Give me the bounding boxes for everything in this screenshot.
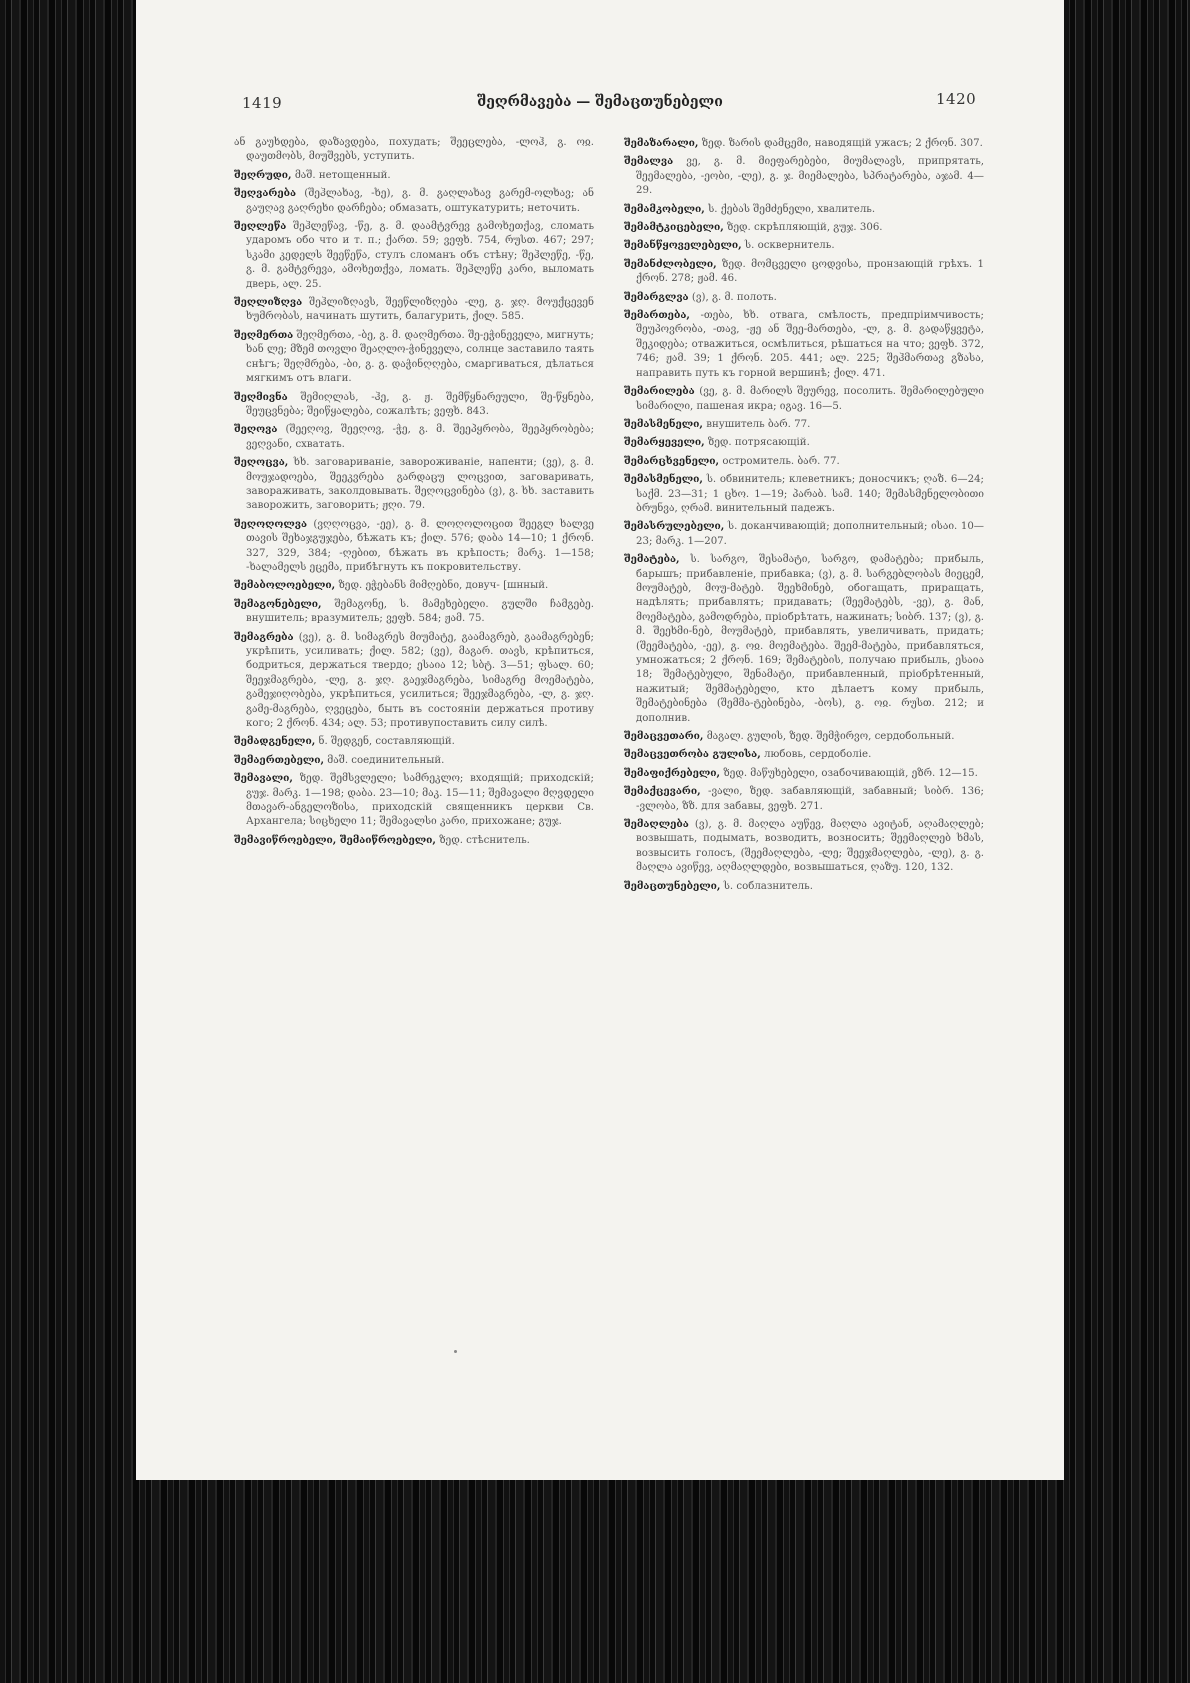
entry-definition: ზედ. მაწუხებელი, озабочивающій, ეზრ. 12—15.: [723, 767, 978, 779]
entry-definition: ზედ. ზარის დამცემი, наводящій ужасъ; 2 ქრონ. 307.: [701, 138, 983, 149]
right-column: [624, 136, 984, 897]
entry-headword: შემასმენელი,: [624, 417, 703, 430]
entry-headword: შემაცვეთარი,: [624, 730, 704, 743]
dictionary-entry: [234, 455, 594, 514]
right-page-number: 1420: [936, 90, 977, 108]
entry-headword: შემადგენელი,: [234, 735, 316, 748]
dictionary-entry: [624, 238, 984, 253]
dictionary-entry: [624, 472, 984, 516]
dictionary-entry: [624, 766, 984, 781]
entry-definition: (ვ), გ. მ. მაღლა აუწევ, მაღლა ავიტან, აღამაღლებ; возвышать, подымать, возводить, возносить; შეემაღლებ ხმას, возвысить голосъ, (შეემაღლება, -ლე; შეეჯმაღლება, -ლე), გ. გ. მაღლა ავიწევ, აღმაღლდები, возвышаться, ღაზუ. 120, 132.: [636, 819, 985, 874]
dictionary-entry: [234, 578, 594, 593]
entry-definition: ს. доканчивающій; дополнительный; ისაი. 10—23; მარკ. 1—207.: [636, 521, 984, 547]
entry-headword: შეღლეწა: [234, 220, 287, 233]
entry-headword: შემავიწროებელი, შემაიწროებელი,: [234, 833, 436, 846]
dictionary-entry: [624, 308, 984, 381]
dictionary-entry: [624, 435, 984, 450]
entry-definition: მაშ. нетощенный.: [294, 169, 391, 181]
dictionary-entry: [234, 630, 594, 732]
dictionary-entry: [624, 290, 984, 305]
entry-definition: остромитель. ბარ. 77.: [722, 455, 840, 467]
entry-definition: ზედ. მომცველი ცოდვისა, пронзающій грѣхъ. 1 ქრონ. 278; ჟამ. 46.: [636, 258, 984, 285]
entry-headword: შემართება,: [624, 309, 690, 322]
entry-definition: ზედ. потрясающій.: [707, 437, 810, 449]
dictionary-entry: [234, 136, 594, 165]
entry-definition: ს. ქებას შემძენელი, хвалитель.: [708, 203, 876, 215]
dictionary-entry: [234, 771, 594, 830]
dictionary-entry: [624, 220, 984, 235]
entry-definition: მაგალ. გულის, ზედ. შემჭირვო, сердобольный.: [706, 731, 955, 743]
entry-definition: (ვღღოცვა, -ეე), გ. მ. ლოღოლოცით შეეგლ ხალვე თავის შეხაჯგუჯება, бѣжать къ; ქილ. 576; დაბა 14—10; 1 ქრონ. 327, 329, 384; -ღებით, бѣжать въ крѣпость; მარკ. 1—158; -ხალამელს ეცემა, прибѣгнуть къ покровительству.: [246, 518, 594, 573]
entry-headword: შემატება,: [624, 553, 680, 566]
dictionary-entry: [234, 168, 594, 183]
entry-headword: შეღოცვა,: [234, 456, 289, 469]
entry-definition: внушитель ბარ. 77.: [706, 418, 811, 430]
entry-headword: შემაზარალი,: [624, 137, 699, 149]
entry-definition: ზედ. стѣснитель.: [439, 834, 530, 846]
dictionary-entry: [624, 784, 984, 814]
dictionary-entry: [234, 295, 594, 325]
entry-definition: შემაგონე, ს. მამეხებელი. გულში ჩამგებე. внушитель; вразумитель; ვეფხ. 584; ჟამ. 75.: [246, 598, 594, 625]
entry-headword: შემარცხვენელი,: [624, 454, 720, 467]
entry-headword: შემაცვეთრობა გულისა,: [624, 748, 761, 761]
entry-headword: შეღოღოლვა: [234, 517, 308, 530]
entry-definition: ან გაუხდება, დაზავდება, похудать; შეეცლება, -ლოჰ, გ. ოჲ. დაუთმობს, მიუშვებს, уступить.: [234, 137, 594, 163]
entry-definition: მაშ. соединительный.: [327, 754, 445, 766]
entry-headword: შემაგრება: [234, 630, 294, 643]
dictionary-entry: [624, 729, 984, 744]
entry-headword: შემაღლება: [624, 818, 689, 831]
entry-definition: ნ. შედგენ, составляющій.: [318, 736, 455, 748]
dictionary-entry: [624, 817, 984, 876]
dictionary-entry: [624, 202, 984, 217]
entry-headword: შემამკობელი,: [624, 202, 705, 215]
entry-definition: (ვე), გ. მ. სიმაგრეს მიუმატე, გაამაგრებ, გაამაგრებენ; укрѣпить, усиливать; ქილ. 582; (ვე), მაგარ. თავს, крѣпиться, бодриться, держаться твердо; ესაია 12; სბტ. 3—51; ფსალ. 60; შეეჯმაგრება, -ლე, გ. ჯღ. გაეჯმაგრება, სიმაგრე მოემატება, გამეჯიღობება, укрѣпиться, усилиться; შეეჯმაგრება, -ლ, გ. ჯღ. გამე-მაგრება, ღვეცება, быть въ состояніи держаться противу кого; 2 ქრონ. 434; ალ. 53; противупоставить силу силѣ.: [246, 631, 594, 730]
entry-headword: შემანძლობელი,: [624, 257, 717, 270]
entry-headword: შემამტკიცებელი,: [624, 221, 724, 234]
page-mark: [454, 1350, 457, 1353]
dictionary-entry: [624, 454, 984, 469]
dictionary-entry: [624, 417, 984, 432]
entry-headword: შემაქცევარი,: [624, 785, 701, 798]
dictionary-entry: [624, 747, 984, 762]
entry-headword: შემარილება: [624, 385, 695, 398]
dictionary-entry: [234, 422, 594, 452]
dictionary-entry: [234, 186, 594, 216]
entry-headword: შეღრუდი,: [234, 168, 292, 181]
entry-headword: შემასმენელი,: [624, 473, 703, 486]
dictionary-entry: [234, 833, 594, 848]
entry-headword: შემალვა: [624, 155, 674, 168]
entry-definition: -თება, ხხ. отвага, смѣлость, предпріимчивость; შეუპოვრობა, -თავ, -ჟე ან შეე-მართება, -ლ, გ. მ. გადაწყვეტა, შეკიდება; отважиться, осмѣлиться, рѣшаться на что; ვეფხ. 372, 746; ჟამ. 39; 1 ქრონ. 205. 441; ალ. 225; შეჰმართავ გზასა, направить путь къ горной вершинѣ; ქილ. 471.: [636, 310, 984, 379]
entry-definition: (ვე, გ. მ. მარილს შეურევ, посолить. შემარილებული სიმარილი, пашеная икра; იგავ. 16—5.: [636, 386, 984, 412]
entry-definition: შეჰლეწავ, -წე, გ. მ. დაამტვრევ გამოხეთქავ, сломать ударомъ обо что и т. п.; ქართ. 59; ვეფხ. 754, რუსთ. 467; 297; სკამი კედელს შეეწეწა, стулъ сломанъ объ стѣну; შეჰლეწე, -წე, გ. მ. გამტვრევა, ამოხეთქვა, ломать. შეჰლეწე კარი, выломать дверь, ალ. 25.: [246, 221, 594, 290]
entry-headword: შემარგლვა: [624, 290, 689, 303]
dictionary-entry: [234, 753, 594, 768]
entry-headword: შემაცთუნებელი,: [624, 879, 721, 892]
entry-headword: შემაფიქრებელი,: [624, 766, 721, 779]
entry-definition: ხხ. заговариваніе, завороживаніе, напенти; (ვე), გ. მ. მოუჯადოება, შეეკვრება გარდაცუ ლოცვით, заговаривать, завораживать, заколдовывать. შეღოცვინება (ვ), გ. ხხ. заставить заворожить, заговорить; ჟღი. 79.: [246, 457, 594, 512]
left-column: [234, 136, 594, 851]
left-page-number: 1419: [242, 94, 283, 112]
dictionary-entry: [234, 219, 594, 292]
entry-definition: ვე, გ. მ. მიეფარებები, მიუმალავს, припрятать, შეემალება, -ეობი, -ლე), გ. ჯ. მიემალება, სპრატარება, აჯამ. 4—29.: [636, 156, 984, 197]
entry-headword: შემასრულებელი,: [624, 520, 725, 533]
dictionary-page: [136, 0, 1064, 1480]
dictionary-entry: [624, 519, 984, 549]
dictionary-entry: [234, 390, 594, 420]
page-header: [136, 92, 1064, 122]
entry-headword: შეღლიზღვა: [234, 296, 303, 309]
entry-definition: ზედ. ეჭებანს მიმღებნი, довуч- [шнный.: [338, 580, 549, 592]
dictionary-entry: [234, 597, 594, 627]
entry-headword: შეღვარება: [234, 187, 297, 200]
entry-definition: შეჰლიზღავს, შეეწლიზღება -ლე, გ. ჯღ. მოუქცევენ ხუმრობას, начинать шутить, балагурить, ქილ. 585.: [246, 297, 594, 323]
running-title: შეღრმავება — შემაცთუნებელი: [477, 94, 723, 110]
entry-definition: -ვალი, ზედ. забавляющій, забавный; სიბრ. 136; -ვლობა, ზზ. для забавы, ვეფხ. 271.: [636, 786, 984, 812]
entry-headword: შეღოვა: [234, 423, 278, 436]
entry-definition: შეღმერთა, -ბე, გ. მ. დაღმერთა. შე-ეჭინეველა, мигнуть; ხან ლე; მზემ თოვლი შეაღლო-ჭინეველა, солнце заставило таять снѣгъ; შეღმრება, -ბი, გ. გ. დაჭინღღება, смаргиваться, дѣлаться мягкимъ отъ влаги.: [246, 329, 594, 385]
entry-definition: შემიღლას, -ჰე, გ. ჟ. შემწყნარეული, შე-წყნება, შეუცვნება; შეიწყალება, сожалѣть; ვეფხ. 843.: [246, 391, 594, 417]
dictionary-entry: [234, 328, 594, 387]
entry-definition: ზედ. შემსვლელი; სამრეკლო; входящій; приходскій; გუჯ. მარკ. 1—198; დაბა. 23—10; მაკ. 15—11; შემავალი მღვდელი მთავარ-ანგელოზისა, приходскій священникъ церкви Св. Архангела; სიცხელი 11; შემავალსი კარი, прихожане; გუჯ.: [246, 773, 594, 828]
entry-definition: ს. обвинитель; клеветникъ; доносчикъ; ღაზ. 6—24; საქმ. 23—31; 1 ცხო. 1—19; პარაბ. სამ. 140; შემასმენელობითი ბრუნვა, ღრამ. винительный падежъ.: [636, 474, 984, 514]
entry-definition: любовь, сердоболіе.: [764, 749, 872, 761]
dictionary-entry: [624, 154, 984, 198]
entry-headword: შემაგონებელი,: [234, 597, 322, 610]
dictionary-entry: [624, 384, 984, 414]
entry-definition: ს. осквернитель.: [744, 240, 835, 252]
dictionary-entry: [234, 734, 594, 749]
dictionary-entry: [624, 136, 984, 151]
dictionary-entry: [624, 257, 984, 287]
entry-headword: შემაბოლოებელი,: [234, 579, 336, 592]
entry-headword: შეღმერთა: [234, 328, 294, 341]
entry-headword: შემარყეველი,: [624, 436, 705, 449]
entry-definition: ს. სარგო, შესამატი, სარგო, დამატება; прибыль, барышъ; прибавленіе, прибавка; (ვ), გ. მ. სარგებლობას მიეცემ, მოუმატებ, მოუ-მატებ. შეეხმინებ, обогащать, приращать, надѣлять; прибавлять; придавать; (შეემატებს, -ვე), გ. მან, მოემატება, გამოდრება, пріобрѣтать, нажинать; სიბრ. 137; (ვ), გ. მ. შეეხმი-ნებ, მოუმატებ, прибавлять, увеличивать, придать; (შეემატება, -ეე), გ. ოჲ. მოემატება. შეემ-მატება, прибавляться, умножаться; 2 ქრონ. 169; შემატების, получаю прибыль, ესაია 18; შემატებული, შენამატი, прибавленный, пріобрѣтенный, нажитый; შემმატებელი, кто дѣлаетъ кому прибыль, შემატებინება (შემმა-ტებინება, -ბოს), გ. ოჲ. რუსთ. 212; и дополнив.: [636, 554, 984, 724]
dictionary-entry: [624, 879, 984, 894]
dictionary-entry: [624, 552, 984, 726]
entry-headword: შემავალი,: [234, 772, 293, 785]
entry-headword: შემანწყოველებელი,: [624, 239, 742, 252]
entry-headword: შემაერთებელი,: [234, 753, 325, 766]
entry-definition: (ვ), გ. მ. полоть.: [691, 291, 777, 303]
entry-definition: (შეეღოვ, შეეღოვ, -ჭე, გ. მ. შეეპყრობა, შეეპყრობება; ვეღვანი, схватать.: [246, 424, 594, 450]
entry-definition: ზედ. скрѣпляющій, გუჯ. 306.: [727, 222, 883, 234]
entry-definition: ს. соблазнитель.: [723, 880, 813, 892]
entry-definition: (შეჰლახავ, -ხე), გ. მ. გაღლახავ გარემ-ოლხავ; ან გაუღავ გაღრეხი დარჩება; обмазать, оштукатурить; неточить.: [246, 188, 594, 214]
dictionary-entry: [234, 517, 594, 576]
entry-headword: შეღმივნა: [234, 390, 288, 403]
